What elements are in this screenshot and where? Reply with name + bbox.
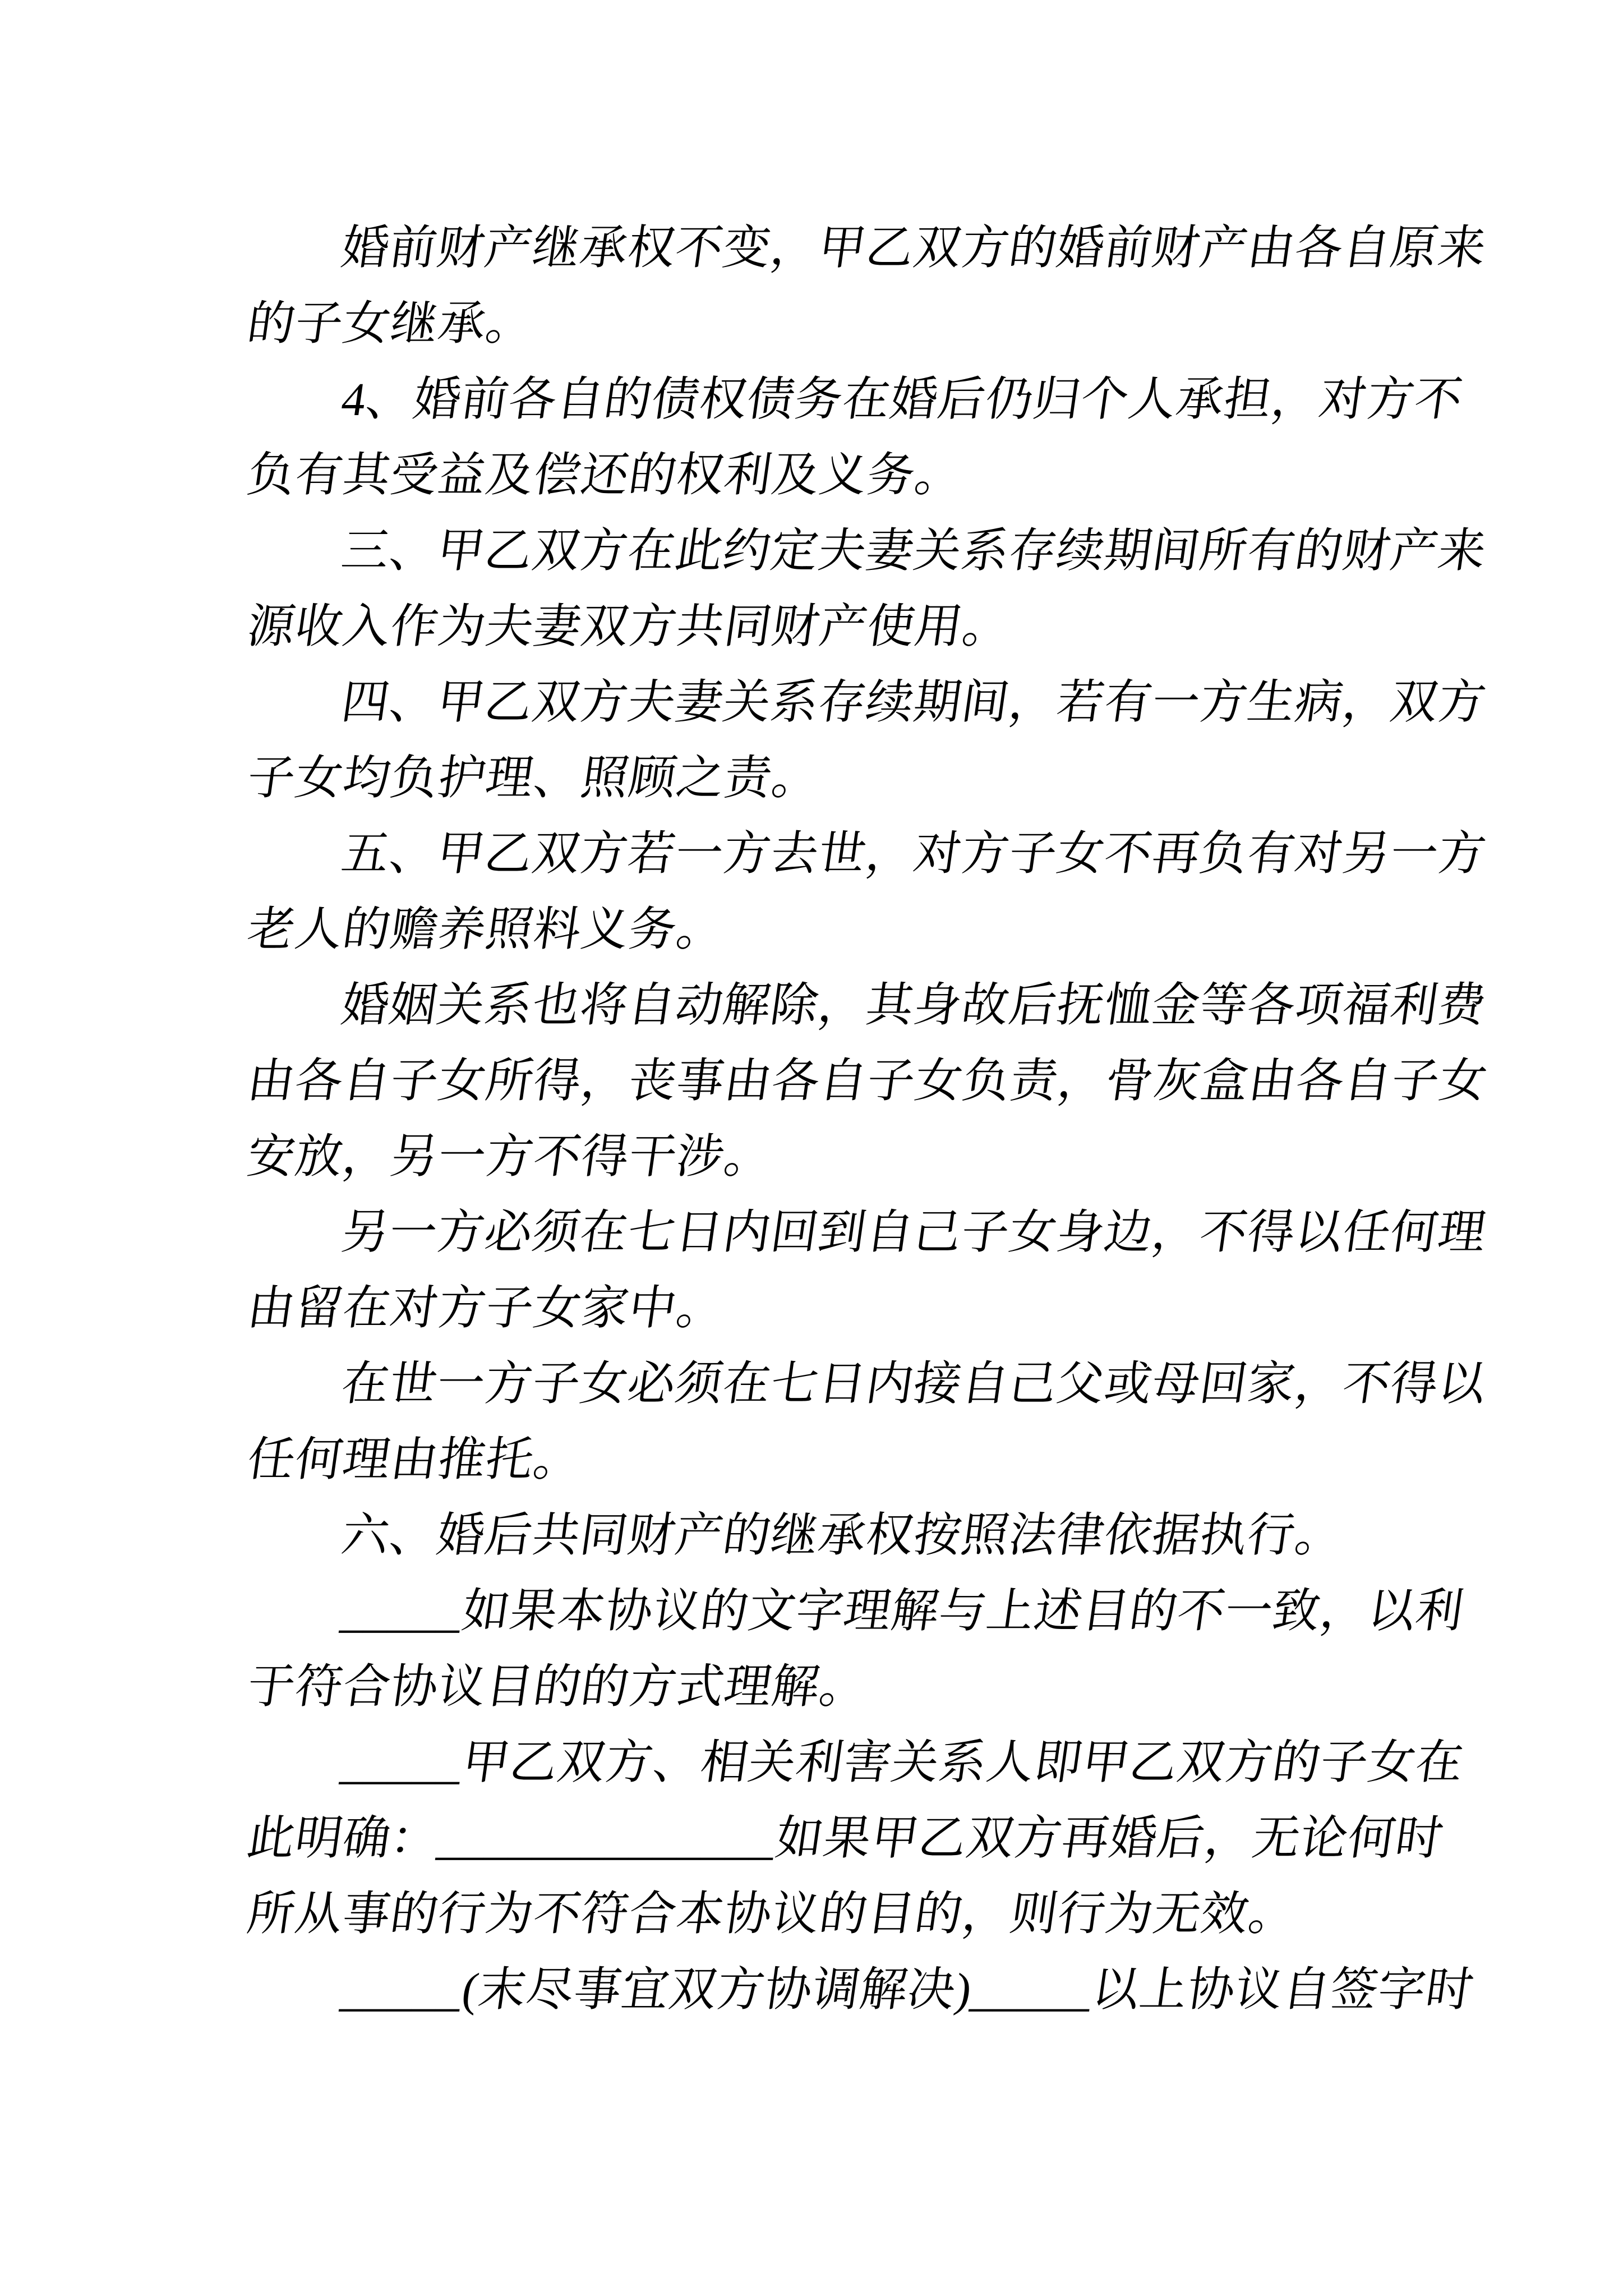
document-line-text: 于符合协议目的的方式理解。 <box>244 1661 872 1713</box>
document-line <box>245 892 1400 968</box>
document-line <box>245 816 1490 892</box>
document-line <box>245 740 1400 816</box>
document-line <box>245 589 1400 665</box>
document-line-text: 此明确：______________如果甲乙双方再婚后，无论何时 <box>244 1812 1447 1865</box>
document-line <box>245 1422 1400 1498</box>
document-line <box>245 1271 1400 1346</box>
document-line-text: 由留在对方子女家中。 <box>244 1282 728 1335</box>
document-line <box>245 968 1490 1043</box>
document-line-text: _____甲乙双方、相关利害关系人即甲乙双方的子女在 <box>338 1737 1468 1789</box>
document-line-text: 五、甲乙双方若一方去世，对方子女不再负有对另一方 <box>338 828 1490 880</box>
document-line <box>245 1876 1400 1952</box>
document-line <box>245 1952 1478 2028</box>
document-line <box>245 1573 1468 1649</box>
document-line-text: 婚前财产继承权不变，甲乙双方的婚前财产由各自原来 <box>338 222 1490 274</box>
document-line <box>245 1498 1400 1573</box>
document-line-text: 负有其受益及偿还的权利及义务。 <box>244 449 967 501</box>
document-line <box>245 665 1490 740</box>
document-line-text: 四、甲乙双方夫妻关系存续期间，若有一方生病，双方 <box>338 677 1490 729</box>
document-line <box>245 1119 1400 1195</box>
document-body <box>244 210 1491 2028</box>
document-line-text: 4、婚前各自的债权债务在婚后仍归个人承担，对方不 <box>338 374 1467 426</box>
document-line-text: _____如果本协议的文字理解与上述目的不一致，以利 <box>338 1585 1468 1637</box>
document-line <box>245 438 1400 513</box>
document-line <box>245 513 1490 589</box>
document-line-text: 老人的赡养照料义务。 <box>244 904 728 956</box>
document-line <box>245 362 1467 438</box>
document-line-text: 六、婚后共同财产的继承权按照法律依据执行。 <box>338 1510 1347 1562</box>
document-line-text: 源收入作为夫妻双方共同财产使用。 <box>244 601 1015 653</box>
document-line <box>245 210 1490 286</box>
document-line-text: 的子女继承。 <box>244 298 538 350</box>
document-line <box>245 1195 1490 1271</box>
document-line <box>245 1725 1468 1801</box>
document-line-text: _____(末尽事宜双方协调解决)_____以上协议自签字时 <box>338 1964 1478 2016</box>
document-line <box>245 1649 1400 1725</box>
document-line-text: 在世一方子女必须在七日内接自己父或母回家，不得以 <box>338 1358 1490 1410</box>
document-line <box>244 1801 1447 1876</box>
document-line <box>244 1043 1491 1119</box>
document-line-text: 安放，另一方不得干涉。 <box>244 1131 776 1183</box>
document-line <box>245 1346 1490 1422</box>
document-line-text: 所从事的行为不符合本协议的目的，则行为无效。 <box>244 1888 1301 1940</box>
document-line-text: 婚姻关系也将自动解除，其身故后抚恤金等各项福利费 <box>338 979 1490 1032</box>
document-line-text: 子女均负护理、照顾之责。 <box>244 752 824 804</box>
document-line <box>245 286 1400 362</box>
document-line-text: 三、甲乙双方在此约定夫妻关系存续期间所有的财产来 <box>338 525 1490 577</box>
document-line-text: 由各自子女所得，丧事由各自子女负责，骨灰盒由各自子女 <box>244 1055 1491 1107</box>
document-line-text: 另一方必须在七日内回到自己子女身边，不得以任何理 <box>338 1207 1490 1259</box>
document-line-text: 任何理由推托。 <box>244 1434 585 1486</box>
